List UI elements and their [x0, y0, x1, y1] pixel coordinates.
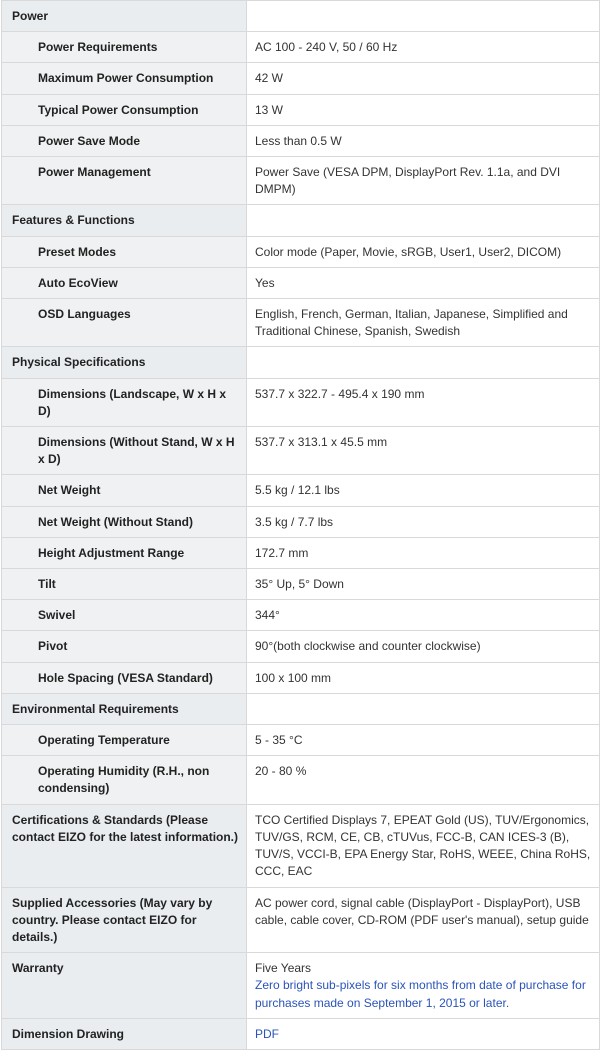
- spec-label: Warranty: [2, 953, 247, 1019]
- spec-value: 35° Up, 5° Down: [247, 569, 600, 600]
- spec-label: Typical Power Consumption: [2, 94, 247, 125]
- section-value-empty: [247, 1, 600, 32]
- spec-value: Less than 0.5 W: [247, 125, 600, 156]
- table-row-warranty: [2, 953, 600, 1019]
- spec-label: Net Weight: [2, 475, 247, 506]
- table-row: [2, 267, 600, 298]
- spec-value: Power Save (VESA DPM, DisplayPort Rev. 1.1a, and DVI DMPM): [247, 157, 600, 205]
- section-title: Physical Specifications: [2, 347, 247, 378]
- warranty-value: Five Years: [255, 961, 312, 976]
- spec-value: 172.7 mm: [247, 537, 600, 568]
- table-row: [2, 94, 600, 125]
- spec-label: Dimensions (Without Stand, W x H x D): [2, 427, 247, 475]
- table-row: [2, 63, 600, 94]
- spec-label: Certifications & Standards (Please contact EIZO for the latest information.): [2, 804, 247, 887]
- table-row: [2, 427, 600, 475]
- spec-value: 5.5 kg / 12.1 lbs: [247, 475, 600, 506]
- spec-value: AC 100 - 240 V, 50 / 60 Hz: [247, 32, 600, 63]
- spec-value: 13 W: [247, 94, 600, 125]
- spec-value: 537.7 x 313.1 x 45.5 mm: [247, 427, 600, 475]
- table-row: [2, 569, 600, 600]
- spec-value: 90°(both clockwise and counter clockwise): [247, 631, 600, 662]
- section-row-power: [2, 1, 600, 32]
- table-row: [2, 600, 600, 631]
- section-row-physical: [2, 347, 600, 378]
- spec-label: Auto EcoView: [2, 267, 247, 298]
- spec-value: English, French, German, Italian, Japanese, Simplified and Traditional Chinese, Spanish, Swedish: [247, 299, 600, 347]
- spec-label: Dimensions (Landscape, W x H x D): [2, 378, 247, 426]
- table-row: [2, 299, 600, 347]
- spec-value: 100 x 100 mm: [247, 662, 600, 693]
- section-title: Power: [2, 1, 247, 32]
- warranty-conditions-link[interactable]: Zero bright sub-pixels for six months from date of purchase for purchases made on September 1, 2015 or later.: [255, 978, 586, 1010]
- spec-label: Height Adjustment Range: [2, 537, 247, 568]
- spec-value: 20 - 80 %: [247, 756, 600, 804]
- table-row: [2, 631, 600, 662]
- spec-value: 3.5 kg / 7.7 lbs: [247, 506, 600, 537]
- spec-label: Power Management: [2, 157, 247, 205]
- section-value-empty: [247, 693, 600, 724]
- spec-label: Operating Temperature: [2, 725, 247, 756]
- pdf-link[interactable]: PDF: [255, 1026, 279, 1041]
- table-row: [2, 32, 600, 63]
- spec-label: Dimension Drawing: [2, 1018, 247, 1049]
- spec-value: 42 W: [247, 63, 600, 94]
- section-value-empty: [247, 205, 600, 236]
- spec-value: Color mode (Paper, Movie, sRGB, User1, User2, DICOM): [247, 236, 600, 267]
- spec-value: TCO Certified Displays 7, EPEAT Gold (US), TUV/Ergonomics, TUV/GS, RCM, CE, CB, cTUVus, FCC-B, CAN ICES-3 (B), TUV/S, VCCI-B, EPA Energy Star, RoHS, WEEE, China RoHS, CCC, EAC: [247, 804, 600, 887]
- spec-label: Power Save Mode: [2, 125, 247, 156]
- spec-label: Maximum Power Consumption: [2, 63, 247, 94]
- table-row-accessories: [2, 887, 600, 953]
- spec-value: 5 - 35 °C: [247, 725, 600, 756]
- table-row: [2, 506, 600, 537]
- table-row: [2, 236, 600, 267]
- spec-label: Power Requirements: [2, 32, 247, 63]
- table-row: [2, 756, 600, 804]
- spec-value: [247, 1018, 600, 1049]
- table-row: [2, 537, 600, 568]
- table-row: [2, 378, 600, 426]
- section-value-empty: [247, 347, 600, 378]
- section-title: Environmental Requirements: [2, 693, 247, 724]
- table-row: [2, 725, 600, 756]
- section-row-environmental: [2, 693, 600, 724]
- table-row: [2, 157, 600, 205]
- section-title: Features & Functions: [2, 205, 247, 236]
- spec-label: Net Weight (Without Stand): [2, 506, 247, 537]
- spec-label: Operating Humidity (R.H., non condensing): [2, 756, 247, 804]
- spec-label: Pivot: [2, 631, 247, 662]
- spec-label: Supplied Accessories (May vary by country. Please contact EIZO for details.): [2, 887, 247, 953]
- table-row: [2, 125, 600, 156]
- spec-label: Swivel: [2, 600, 247, 631]
- spec-value: [247, 953, 600, 1019]
- table-row-dimension-drawing: [2, 1018, 600, 1049]
- table-row: [2, 475, 600, 506]
- table-row: [2, 662, 600, 693]
- spec-value: 344°: [247, 600, 600, 631]
- spec-label: Hole Spacing (VESA Standard): [2, 662, 247, 693]
- table-row-certifications: [2, 804, 600, 887]
- spec-value: 537.7 x 322.7 - 495.4 x 190 mm: [247, 378, 600, 426]
- spec-label: Tilt: [2, 569, 247, 600]
- spec-table: [1, 0, 600, 1050]
- spec-label: Preset Modes: [2, 236, 247, 267]
- spec-value: Yes: [247, 267, 600, 298]
- spec-value: AC power cord, signal cable (DisplayPort - DisplayPort), USB cable, cable cover, CD-ROM (PDF user's manual), setup guide: [247, 887, 600, 953]
- section-row-features: [2, 205, 600, 236]
- spec-label: OSD Languages: [2, 299, 247, 347]
